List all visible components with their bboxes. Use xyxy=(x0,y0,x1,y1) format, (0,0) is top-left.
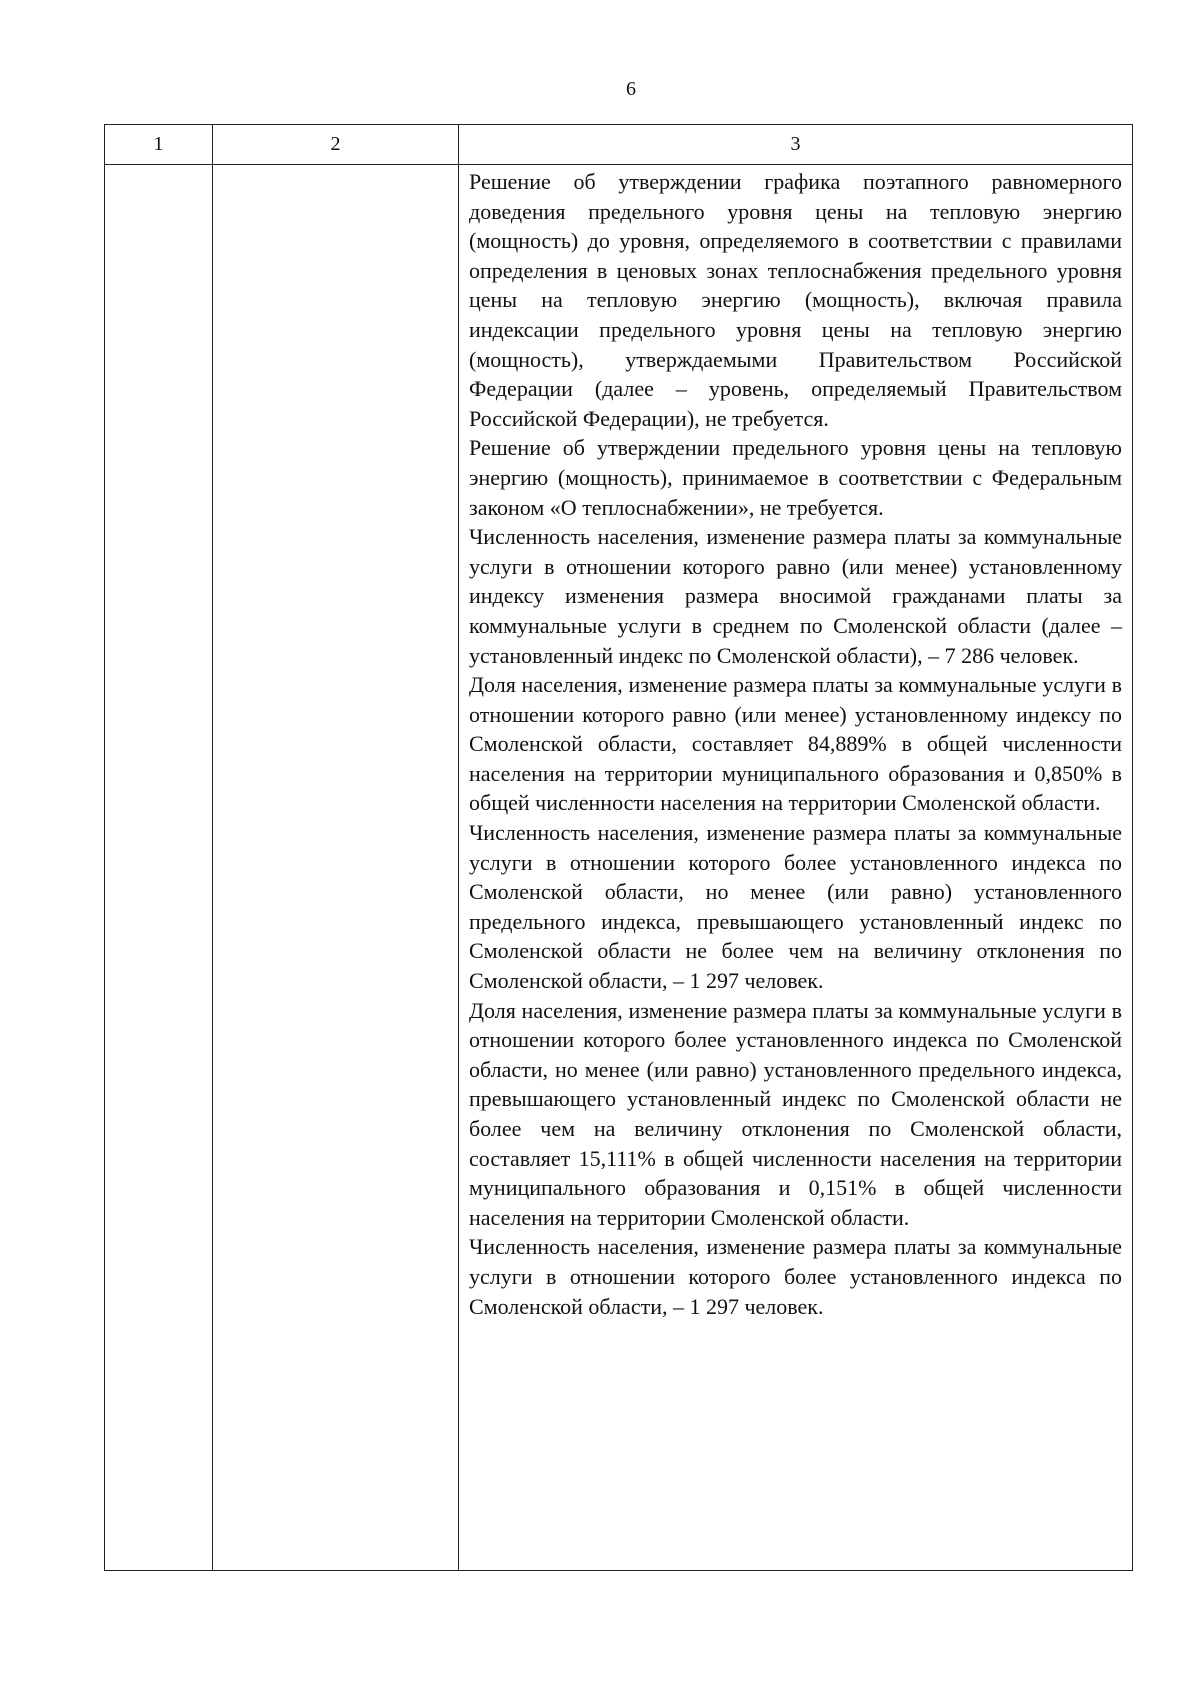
paragraph-heat-price-limit: Решение об утверждении предельного уровня цены на тепловую энергию (мощность), принимаемое в соответствии с Федеральным законом «О теплоснабжении», не требуется. xyxy=(469,435,1122,520)
paragraph-share-above-index: Доля населения, изменение размера платы за коммунальные услуги в отношении которого более установленного индекса по Смоленской области, но менее (или равно) установленного предельного индекса, превышающего установленный индекс по Смоленской области не более чем на величину отклонения по Смоленской области, составляет 15,111% в общей численности населения на территории муниципального образования и 0,151% в общей численности населения на территории Смоленской области. xyxy=(469,997,1122,1230)
paragraph-share-within-index: Доля населения, изменение размера платы за коммунальные услуги в отношении которого равно (или менее) установленному индексу по Смоленской области, составляет 84,889% в общей численности населения на территории муниципального образования и 0,850% в общей численности населения на территории Смоленской области. xyxy=(469,672,1122,816)
document-table xyxy=(104,124,1133,1571)
column-header-1: 1 xyxy=(105,125,213,165)
column-header-3: 3 xyxy=(459,125,1133,165)
page-number: 6 xyxy=(626,78,636,100)
table-header-row xyxy=(105,125,1133,165)
table-cell-col2 xyxy=(213,165,459,1571)
table-row xyxy=(105,165,1133,1571)
paragraph-population-above-index-total: Численность населения, изменение размера платы за коммунальные услуги в отношении которого более установленного индекса по Смоленской области, – 1 297 человек. xyxy=(469,1234,1122,1319)
table-cell-col3 xyxy=(459,165,1133,1571)
paragraph-population-within-index: Численность населения, изменение размера платы за коммунальные услуги в отношении которого равно (или менее) установленному индексу изменения размера вносимой гражданами платы за коммунальные услуги в среднем по Смоленской области (далее – установленный индекс по Смоленской области), – 7 286 человек. xyxy=(469,524,1122,668)
paragraph-population-above-index: Численность населения, изменение размера платы за коммунальные услуги в отношении которого более установленного индекса по Смоленской области, но менее (или равно) установленного предельного индекса, превышающего установленный индекс по Смоленской области не более чем на величину отклонения по Смоленской области, – 1 297 человек. xyxy=(469,820,1122,994)
paragraph-heat-price-schedule: Решение об утверждении графика поэтапного равномерного доведения предельного уровня цены на тепловую энергию (мощность) до уровня, определяемого в соответствии с правилами определения в ценовых зонах теплоснабжения предельного уровня цены на тепловую энергию (мощность), включая правила индексации предельного уровня цены на тепловую энергию (мощность), утверждаемыми Правительством Российской Федерации (далее – уровень, определяемый Правительством Российской Федерации), не требуется. xyxy=(469,169,1122,431)
col3-text-block xyxy=(459,165,1132,1321)
table-cell-col1 xyxy=(105,165,213,1571)
column-header-2: 2 xyxy=(213,125,459,165)
